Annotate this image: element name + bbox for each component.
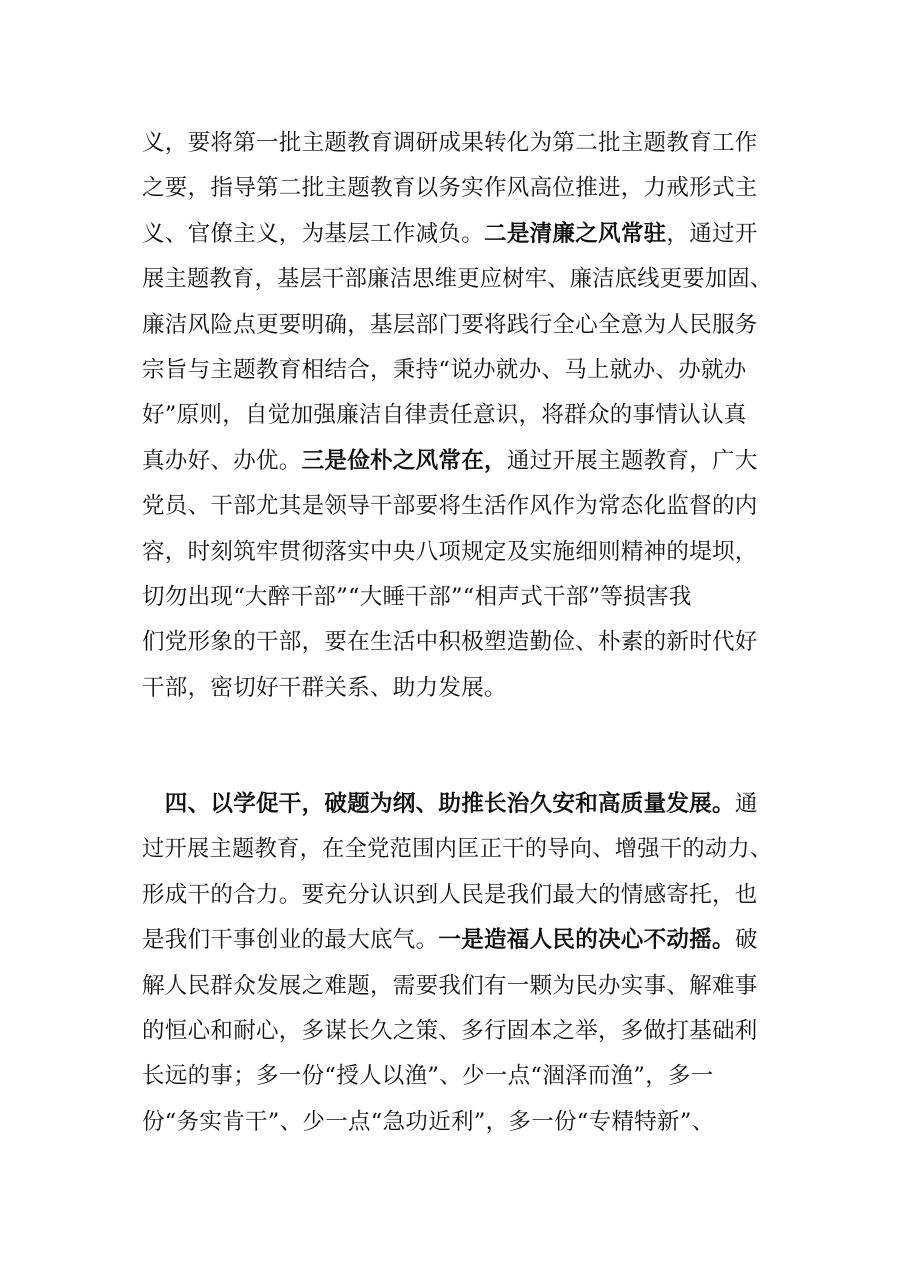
text-run: 党员、干部尤其是领导干部要将生活作风作为常态化监督的内 — [142, 493, 758, 520]
text-line — [142, 827, 773, 872]
text-run: 义、官僚主义，为基层工作减负。 — [142, 220, 485, 247]
text-run: 之要，指导第二批主题教育以务实作风高位推进，力戒形式主 — [142, 175, 758, 202]
text-line — [142, 782, 772, 827]
text-run: 干部，密切好干群关系、助力发展。 — [142, 674, 507, 701]
text-line — [142, 873, 772, 918]
text-line — [142, 1009, 772, 1054]
text-line — [142, 1054, 772, 1099]
text-run: 切勿出现“大醉干部”“大睡干部”“相声式干部”等损害我 — [142, 583, 692, 610]
text-run: 形成干的合力。要充分认识到人民是我们最大的情感寄托，也 — [142, 881, 758, 908]
text-line — [142, 620, 772, 665]
text-run: 的恒心和耐心，多谋长久之策、多行固本之举，多做打基础利 — [142, 1017, 758, 1044]
text-run: 们党形象的干部，要在生活中积极塑造勤俭、朴素的新时代好 — [142, 629, 758, 656]
text-line — [142, 666, 772, 711]
text-line — [142, 303, 772, 348]
text-line — [142, 1100, 772, 1145]
bold-text-run: 一是造福人民的决心不动摇。 — [438, 927, 735, 954]
text-run: 义，要将第一批主题教育调研成果转化为第二批主题教育工作 — [142, 130, 758, 156]
text-line — [142, 484, 772, 529]
text-run: 真办好、办优。 — [142, 447, 302, 474]
text-run: 破 — [734, 927, 758, 954]
text-line — [142, 918, 772, 963]
text-line — [142, 530, 772, 575]
text-run: 通 — [734, 791, 758, 817]
text-line — [142, 121, 772, 166]
text-line — [142, 257, 773, 302]
text-run: 是我们干事创业的最大底气。 — [142, 927, 439, 954]
text-run: 通过开展主题教育，广大 — [506, 447, 758, 474]
text-run: 廉洁风险点更要明确，基层部门要将践行全心全意为人民服务 — [142, 311, 758, 338]
bold-text-run: 四、以学促干，破题为纲、助推长治久安和高质量发展。 — [142, 791, 735, 817]
text-line — [142, 393, 772, 438]
text-line — [142, 964, 772, 1009]
text-run: 过开展主题教育，在全党范围内匡正干的导向、增强干的动力、 — [142, 836, 773, 863]
text-run: 好”原则，自觉加强廉洁自律责任意识，将群众的事情认认真 — [142, 402, 747, 429]
text-run: 长远的事；多一份“授人以渔”、少一点“涸泽而渔”，多一 — [142, 1063, 714, 1090]
bold-text-run: 二是清廉之风常驻 — [484, 220, 667, 247]
text-run: ，通过开 — [666, 220, 758, 247]
paragraph-1 — [142, 121, 772, 711]
text-line — [142, 348, 772, 393]
text-run: 容，时刻筑牢贯彻落实中央八项规定及实施细则精神的堤坝， — [142, 538, 758, 565]
paragraph-2 — [142, 782, 772, 1145]
text-line — [142, 166, 772, 211]
bold-text-run: 三是俭朴之风常在， — [301, 447, 507, 474]
text-run: 份“务实肯干”、少一点“急功近利”，多一份“专精特新”、 — [142, 1108, 715, 1135]
text-run: 展主题教育，基层干部廉洁思维更应树牢、廉洁底线更要加固、 — [142, 266, 773, 293]
text-run: 宗旨与主题教育相结合，秉持“说办就办、马上就办、办就办 — [142, 356, 747, 383]
text-line — [142, 439, 772, 484]
text-line — [142, 212, 772, 257]
text-run: 解人民群众发展之难题，需要我们有一颗为民办实事、解难事 — [142, 972, 758, 999]
text-line — [142, 575, 772, 620]
